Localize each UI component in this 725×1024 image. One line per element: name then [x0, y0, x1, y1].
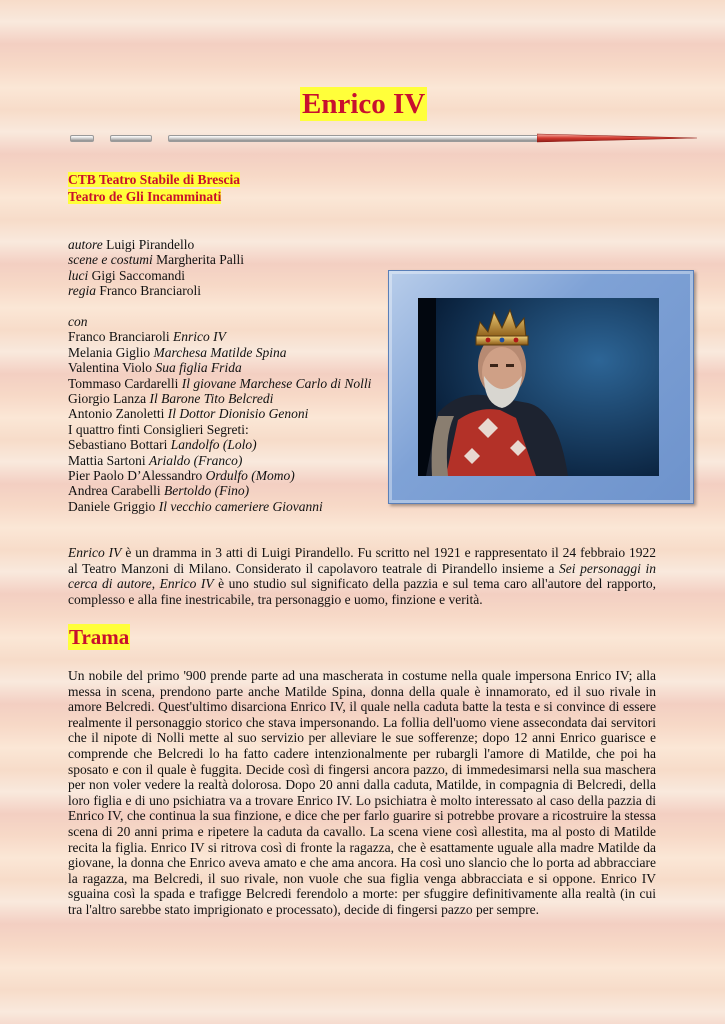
credit-name: Margherita Palli	[156, 252, 244, 268]
cast-actor: Franco Branciaroli	[68, 329, 170, 345]
credit-role: regia	[68, 283, 96, 299]
cast-line	[68, 468, 388, 483]
credit-role: scene e costumi	[68, 252, 153, 268]
cast-character: Sua figlia Frida	[155, 360, 242, 376]
cast-actor: Valentina Violo	[68, 360, 153, 376]
cast-line	[68, 376, 388, 391]
cast-actor: Antonio Zanoletti	[68, 406, 165, 422]
credit-name: Luigi Pirandello	[106, 237, 195, 252]
cast-line	[68, 345, 388, 360]
cast-actor: Tommaso Cardarelli	[68, 375, 179, 391]
cast-line	[68, 483, 388, 498]
cast-actor: Andrea Carabelli	[68, 483, 161, 499]
cast-actor: Sebastiano Bottari	[68, 437, 168, 453]
credit-role: autore	[68, 237, 103, 252]
cast-character: Landolfo (Lolo)	[170, 437, 257, 453]
cast-character: Arialdo (Franco)	[149, 452, 243, 468]
cast-character: Il Dottor Dionisio Genoni	[167, 406, 309, 422]
org-name-2: Teatro de Gli Incamminati	[68, 189, 222, 204]
trama-heading: Trama	[69, 625, 130, 649]
cast-line	[68, 391, 388, 406]
cast-actor: Mattia Sartoni	[68, 452, 146, 468]
cast-character: Ordulfo (Momo)	[205, 468, 295, 484]
cast-character: Marchesa Matilde Spina	[153, 344, 287, 360]
cast-actor: I quattro finti Consiglieri Segreti:	[68, 421, 249, 437]
photo-frame	[388, 270, 694, 504]
cast-actor: Melania Giglio	[68, 344, 151, 360]
credit-line	[68, 283, 388, 298]
credit-line	[68, 252, 388, 267]
cast-character: Il Barone Tito Belcredi	[149, 391, 274, 407]
cast-line	[68, 499, 388, 514]
org-name-1: CTB Teatro Stabile di Brescia	[68, 172, 241, 187]
cast-line	[68, 437, 388, 452]
cast-character: Enrico IV	[172, 329, 226, 345]
cast-line	[68, 329, 388, 344]
intro-title-3: Enrico IV	[159, 576, 214, 592]
cast-line	[68, 453, 388, 468]
decorative-rule-segment-1	[70, 133, 94, 143]
cast-line	[68, 422, 388, 437]
trama-paragraph: Un nobile del primo '900 prende parte ad una mascherata in costume nella quale impersona Enrico IV; alla messa in scena, prendono parte anche Matilde Spina, donna della quale è innamorato, ed il suo rivale in amore Belcredi. Quest'ultimo disarciona Enrico IV, il quale nella caduta batte la testa e si convince di essere realmente il personaggio storico che stava impersonando. La follia dell'uomo viene assecondata dai servitori che il nipote di Nolli mette al suo servizio per alleviare le sue sofferenze; dopo 12 anni Enrico guarisce e comprende che Belcredi lo ha fatto cadere intenzionalmente per rubargli l'amore di Matilde, che poi ha sposato e con il quale è fuggita. Decide così di fingersi ancora pazzo, di immedesimarsi nella sua maschera per non voler vedere la realtà dolorosa. Dopo 20 anni dalla caduta, Matilde, in compagnia di Belcredi, della loro figlia e di uno psichiatra va a trovare Enrico IV. Lo psichiatra è molto interessato al caso della pazzia di Enrico IV, che continua la sua finzione, e dice che per farlo guarire si potrebbe provare a ricostruire la stessa scena di 20 anni prima e ripetere la caduta da cavallo. La scena viene così allestita, ma al posto di Matilde recita la figlia. Enrico IV si ritrova così di fronte la ragazza, che è esattamente uguale alla madre Matilde da giovane, la donna che Enrico aveva amato e che ama ancora. Ha così uno slancio che lo porta ad abbracciare la ragazza, ma Belcredi, il suo rivale, non vuole che sua figlia venga abbracciata e si oppone. Enrico IV sguaina così la spada e trafigge Belcredi ferendolo a morte: per sfuggire definitivamente alla realtà (in cui tra l'altro sarebbe stato imprigionato e processato), decide di fingersi pazzo per sempre.	[68, 668, 656, 917]
credit-line	[68, 237, 388, 252]
decorative-rule-segment-2	[110, 133, 152, 143]
credit-name: Gigi Saccomandi	[91, 267, 185, 283]
intro-title-1: Enrico IV	[68, 545, 122, 560]
credit-line	[68, 268, 388, 283]
decorative-arrow-icon	[537, 132, 697, 144]
cast-line	[68, 406, 388, 421]
intro-title-2: Sei personaggi in cerca di autore	[68, 560, 657, 592]
cast-character: Il giovane Marchese Carlo di Nolli	[181, 375, 372, 391]
intro-paragraph	[68, 545, 656, 607]
credit-role: luci	[68, 267, 89, 283]
cast-actor: Daniele Griggio	[68, 498, 156, 514]
page-title: Enrico IV	[302, 88, 426, 120]
cast-character: Bertoldo (Fino)	[163, 483, 250, 499]
intro-separator: ,	[151, 576, 160, 592]
credits-block	[68, 237, 388, 514]
cast-character: Il vecchio cameriere Giovanni	[158, 498, 323, 514]
actor-photo	[418, 298, 659, 476]
credit-name: Franco Branciaroli	[99, 283, 201, 299]
intro-text-2: è uno studio sul significato della pazzia e sul tema caro all'autore del rapporto, complesso e alla fine inestricabile, tra personaggio e uomo, finzione e verità.	[68, 576, 656, 607]
decorative-rule-segment-3	[168, 133, 548, 143]
cast-line	[68, 360, 388, 375]
cast-label: con	[68, 314, 88, 330]
organization-block	[68, 171, 240, 205]
intro-text-1: è un dramma in 3 atti di Luigi Pirandello. Fu scritto nel 1921 e rappresentato il 24 febbraio 1922 al Teatro Manzoni di Milano. Considerato il capolavoro teatrale di Pirandello insieme a	[68, 545, 656, 576]
actor-in-crown-illustration	[418, 298, 659, 476]
cast-actor: Pier Paolo D’Alessandro	[68, 468, 203, 484]
cast-actor: Giorgio Lanza	[68, 391, 147, 407]
